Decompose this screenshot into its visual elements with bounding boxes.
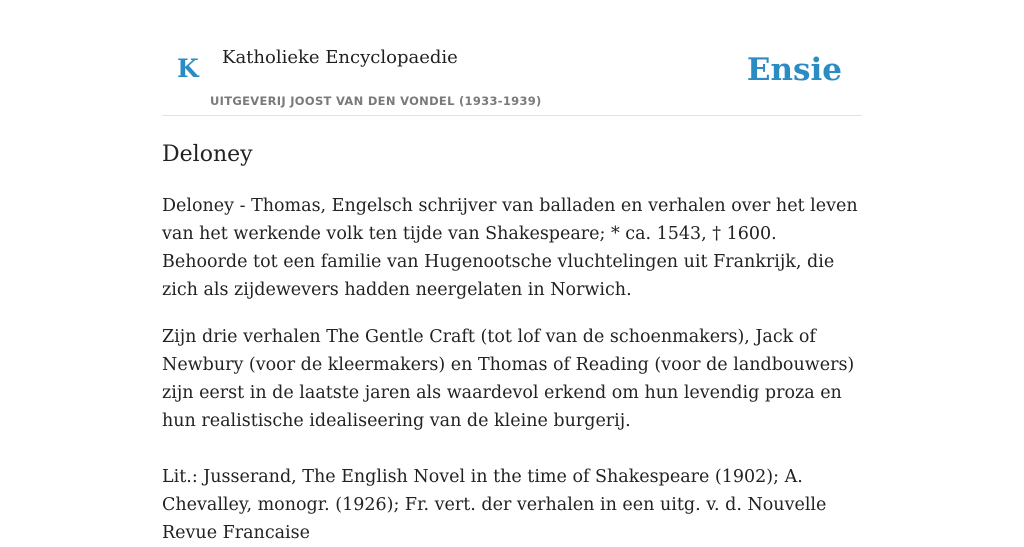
ensie-home-link[interactable]: Ensie <box>746 52 842 88</box>
site-header <box>162 0 862 116</box>
article-paragraph: Deloney - Thomas, Engelsch schrijver van balladen en verhalen over het leven van het werkende volk ten tijde van Shakespeare; * ca. 1543, † 1600. Behoorde tot een familie van Hugenootsche vluchtelingen uit Frankrijk, die zich als zijdewevers hadden neergelaten in Norwich. <box>162 196 858 300</box>
encyclopedia-title[interactable]: Katholieke Encyclopaedie <box>222 47 458 68</box>
encyclopedia-logo[interactable]: K <box>177 54 199 83</box>
publisher-label: UITGEVERIJ JOOST VAN DEN VONDEL (1933-1939) <box>210 94 542 108</box>
page <box>162 0 862 547</box>
article-title: Deloney <box>162 142 253 167</box>
article-paragraph: Zijn drie verhalen The Gentle Craft (tot lof van de schoenmakers), Jack of Newbury (voor de kleermakers) en Thomas of Reading (voor de landbouwers) zijn eerst in de laatste jaren als waardevol erkend om hun levendig proza en hun realistische idealiseering van de kleine burgerij. <box>162 327 855 431</box>
article <box>162 140 862 547</box>
literature-paragraph: Lit.: Jusserand, The English Novel in the time of Shakespeare (1902); A. Chevalley, monogr. (1926); Fr. vert. der verhalen in een uitg. v. d. Nouvelle Revue Francaise <box>162 467 827 543</box>
